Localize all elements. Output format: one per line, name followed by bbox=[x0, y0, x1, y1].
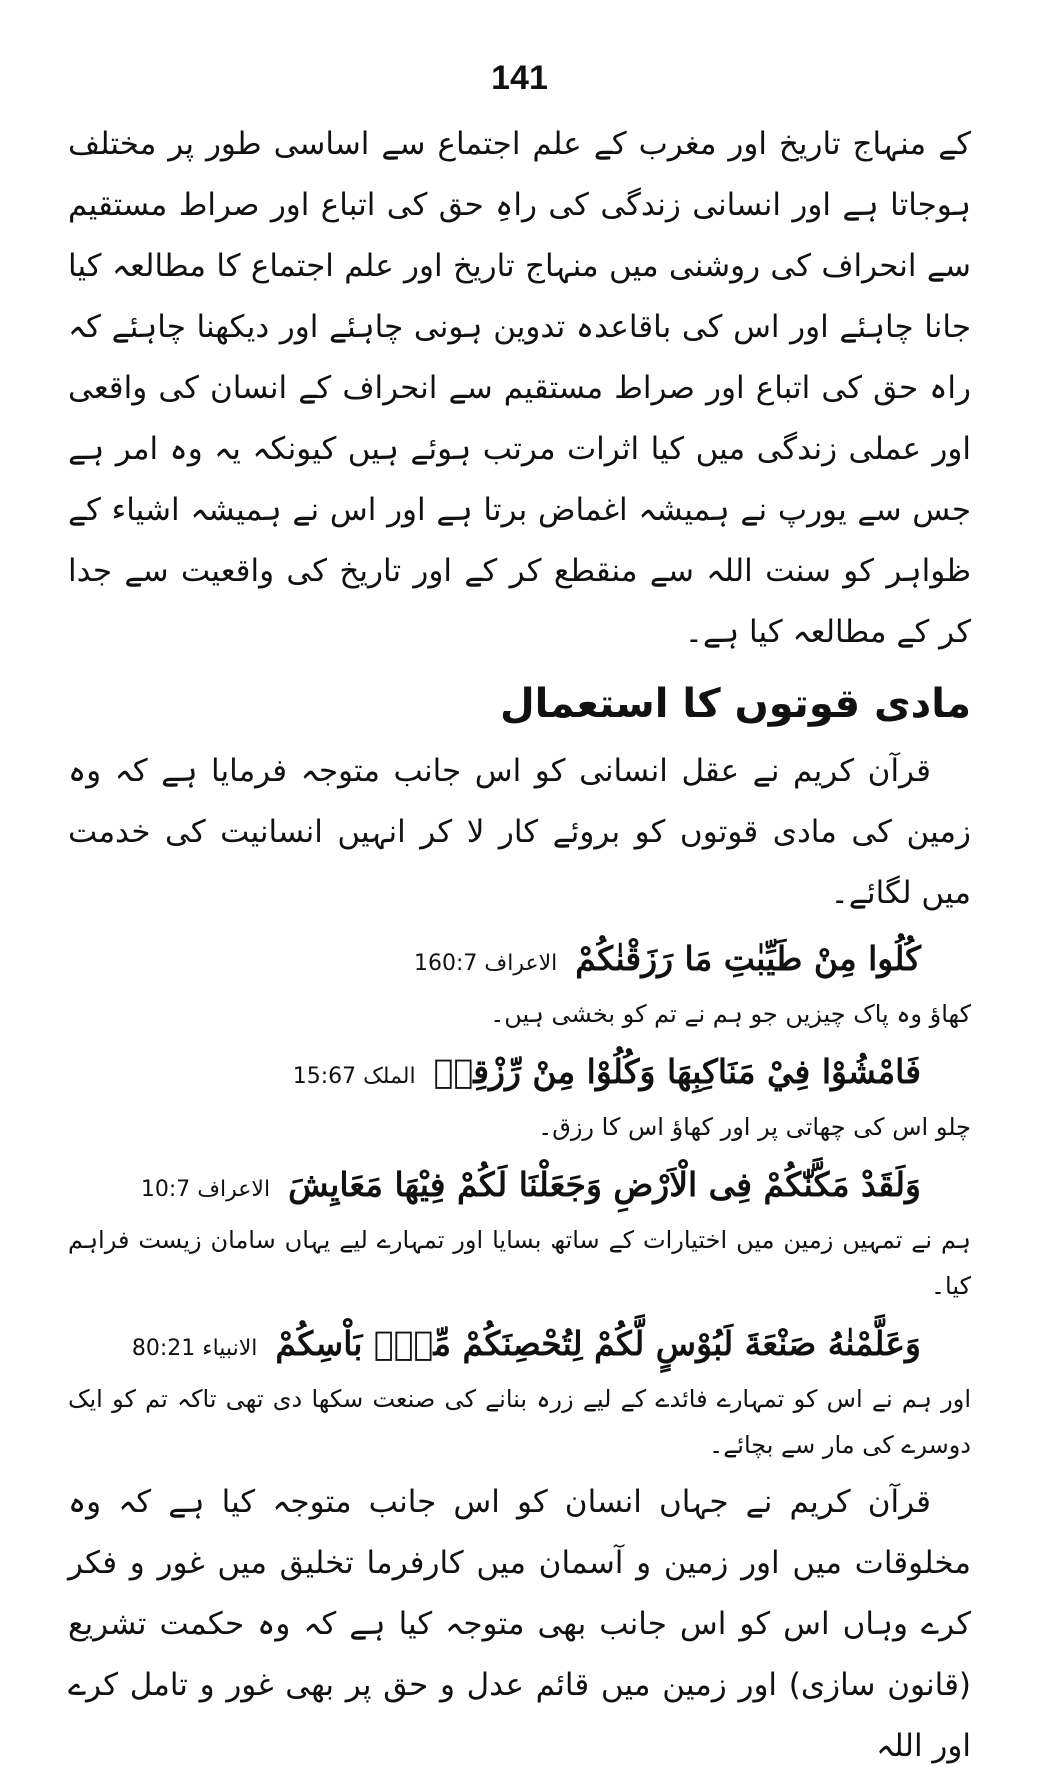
verse-block-2 bbox=[68, 1045, 971, 1150]
verse-translation: اور ہم نے اس کو تمہارے فائدے کے لیے زرہ بنانے کی صنعت سکھا دی تھی تاکہ تم کو ایک دوسرے کی مار سے بچائے۔ bbox=[68, 1385, 971, 1459]
section-heading: مادی قوتوں کا استعمال bbox=[499, 681, 971, 727]
verse-block-4 bbox=[68, 1317, 971, 1468]
closing-paragraph: قرآن کریم نے جہاں انسان کو اس جانب متوجہ کیا ہے کہ وہ مخلوقات میں اور زمین و آسمان میں کارفرما تخلیق میں غور و فکر کرے وہاں اس کو اس جانب بھی متوجہ کیا ہے کہ وہ حکمت تشریع (قانون سازی) اور زمین میں قائم عدل و حق پر بھی غور و تامل کرے اور اللہ bbox=[68, 1484, 971, 1764]
section-intro-paragraph: قرآن کریم نے عقل انسانی کو اس جانب متوجہ فرمایا ہے کہ وہ زمین کی مادی قوتوں کو بروئے کار لا کر انہیں انسانیت کی خدمت میں لگائے۔ bbox=[68, 753, 971, 911]
verse-line bbox=[68, 1045, 971, 1104]
intro-paragraph: کے منہاج تاریخ اور مغرب کے علم اجتماع سے اساسی طور پر مختلف ہوجاتا ہے اور انسانی زندگی کی راہِ حق کی اتباع اور صراط مستقیم سے انحراف کی روشنی میں منہاج تاریخ اور علم اجتماع کا مطالعہ کیا جانا چاہئے اور اس کی باقاعدہ تدوین ہونی چاہئے اور دیکھنا چاہئے کہ راہ حق کی اتباع اور صراط مستقیم سے انحراف کے انسان کی واقعی اور عملی زندگی میں کیا اثرات مرتب ہوئے ہیں کیونکہ یہ وہ امر ہے جس سے یورپ نے ہمیشہ اغماض برتا ہے اور اس نے ہمیشہ اشیاء کے ظواہر کو سنت اللہ سے منقطع کر کے اور تاریخ کی واقعیت سے جدا کر کے مطالعہ کیا ہے۔ bbox=[68, 126, 971, 650]
verse-arabic-text: فَامْشُوْا فِيْ مَنَاكِبِهَا وَكُلُوْا مِنْ رِّزْقِهٖ bbox=[433, 1052, 921, 1091]
verse-reference: الاعراف 10:7 bbox=[140, 1177, 271, 1202]
verse-arabic-text: كُلُوا مِنْ طَيِّبٰتِ مَا رَزَقْنٰكُمْ bbox=[575, 939, 921, 978]
verse-block-1 bbox=[68, 932, 971, 1037]
verse-translation: چلو اس کی چھاتی پر اور کھاؤ اس کا رزق۔ bbox=[538, 1113, 971, 1141]
verse-translation: کھاؤ وہ پاک چیزیں جو ہم نے تم کو بخشی ہیں۔ bbox=[490, 1000, 971, 1028]
verse-line bbox=[68, 1158, 971, 1217]
verse-reference: الانبیاء 80:21 bbox=[131, 1336, 258, 1361]
verse-reference: الاعراف 160:7 bbox=[414, 951, 558, 976]
verse-block-3 bbox=[68, 1158, 971, 1309]
verse-reference: الملک 15:67 bbox=[292, 1064, 416, 1089]
verse-line bbox=[68, 1317, 971, 1376]
verse-line bbox=[68, 932, 971, 991]
verse-arabic-text: وَعَلَّمْنٰهُ صَنْعَةَ لَبُوْسٍ لَّكُمْ لِتُحْصِنَكُمْ مِّنْۢ بَاْسِكُمْ bbox=[275, 1324, 921, 1363]
verse-arabic-text: وَلَقَدْ مَكَّنّٰكُمْ فِى الْاَرْضِ وَجَعَلْنَا لَكُمْ فِيْهَا مَعَايِشَ bbox=[288, 1165, 921, 1204]
page-number: 141 bbox=[491, 59, 548, 97]
verse-translation: ہم نے تمہیں زمین میں اختیارات کے ساتھ بسایا اور تمہارے لیے یہاں سامان زیست فراہم کیا۔ bbox=[68, 1226, 971, 1300]
